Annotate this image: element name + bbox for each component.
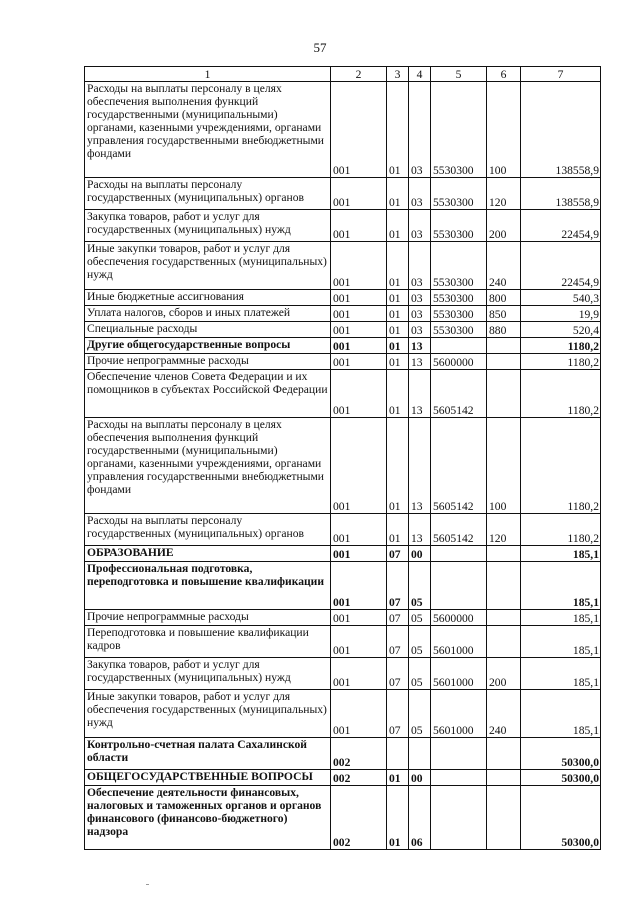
code-cell: 05 — [409, 610, 431, 626]
code-cell: 001 — [331, 354, 387, 370]
table-row — [85, 242, 601, 290]
code-cell: 5605142 — [431, 514, 487, 546]
item-name-cell: Иные закупки товаров, работ и услуг для обеспечения государственных (муниципальных) нужд — [85, 690, 331, 738]
table-row — [85, 786, 601, 850]
code-cell: 5600000 — [431, 354, 487, 370]
code-cell — [487, 770, 521, 786]
code-cell: 5530300 — [431, 178, 487, 210]
item-name-cell: Расходы на выплаты персоналу государственных (муниципальных) органов — [85, 178, 331, 210]
item-name-cell: ОБЩЕГОСУДАРСТВЕННЫЕ ВОПРОСЫ — [85, 770, 331, 786]
table-row — [85, 290, 601, 306]
code-cell: 05 — [409, 658, 431, 690]
code-cell: 880 — [487, 322, 521, 338]
amount-cell: 1180,2 — [521, 514, 601, 546]
code-cell: 5605142 — [431, 370, 487, 418]
item-name-cell: ОБРАЗОВАНИЕ — [85, 546, 331, 562]
code-cell: 01 — [387, 306, 409, 322]
table-row — [85, 610, 601, 626]
code-cell: 001 — [331, 290, 387, 306]
code-cell — [409, 738, 431, 770]
code-cell: 5530300 — [431, 322, 487, 338]
item-name-cell: Расходы на выплаты персоналу в целях обеспечения выполнения функций государственными (муниципальными) органами, казенными учреждениями, органами управления государственными внебюджетными фондами — [85, 82, 331, 178]
code-cell: 5601000 — [431, 690, 487, 738]
table-row — [85, 690, 601, 738]
code-cell: 001 — [331, 178, 387, 210]
code-cell — [431, 786, 487, 850]
code-cell: 5530300 — [431, 242, 487, 290]
item-name-cell: Закупка товаров, работ и услуг для государственных (муниципальных) нужд — [85, 210, 331, 242]
header-cell: 2 — [331, 67, 387, 82]
code-cell: 07 — [387, 562, 409, 610]
code-cell: 5601000 — [431, 626, 487, 658]
code-cell: 07 — [387, 546, 409, 562]
code-cell: 001 — [331, 610, 387, 626]
amount-cell: 1180,2 — [521, 370, 601, 418]
code-cell — [487, 626, 521, 658]
code-cell: 5600000 — [431, 610, 487, 626]
code-cell: 07 — [387, 658, 409, 690]
code-cell: 01 — [387, 178, 409, 210]
budget-table — [84, 66, 601, 850]
code-cell: 001 — [331, 322, 387, 338]
code-cell: 03 — [409, 210, 431, 242]
code-cell: 03 — [409, 306, 431, 322]
amount-cell: 185,1 — [521, 658, 601, 690]
code-cell: 05 — [409, 626, 431, 658]
code-cell: 850 — [487, 306, 521, 322]
table-row — [85, 354, 601, 370]
item-name-cell: Расходы на выплаты персоналу в целях обеспечения выполнения функций государственными (муниципальными) органами, казенными учреждениями, органами управления государственными внебюджетными фондами — [85, 418, 331, 514]
code-cell: 002 — [331, 786, 387, 850]
code-cell: 5530300 — [431, 290, 487, 306]
table-row — [85, 546, 601, 562]
table-row — [85, 418, 601, 514]
code-cell: 120 — [487, 514, 521, 546]
code-cell: 001 — [331, 338, 387, 354]
code-cell: 07 — [387, 626, 409, 658]
amount-cell: 1180,2 — [521, 338, 601, 354]
amount-cell: 50300,0 — [521, 786, 601, 850]
amount-cell: 138558,9 — [521, 82, 601, 178]
code-cell: 100 — [487, 82, 521, 178]
code-cell: 001 — [331, 418, 387, 514]
code-cell — [487, 610, 521, 626]
code-cell: 01 — [387, 82, 409, 178]
code-cell: 13 — [409, 338, 431, 354]
code-cell: 800 — [487, 290, 521, 306]
amount-cell: 1180,2 — [521, 354, 601, 370]
header-row — [85, 67, 601, 82]
code-cell: 002 — [331, 738, 387, 770]
code-cell — [431, 338, 487, 354]
item-name-cell: Другие общегосударственные вопросы — [85, 338, 331, 354]
item-name-cell: Обеспечение деятельности финансовых, налоговых и таможенных органов и органов финансового (финансово-бюджетного) надзора — [85, 786, 331, 850]
amount-cell: 185,1 — [521, 610, 601, 626]
code-cell — [487, 370, 521, 418]
code-cell — [431, 562, 487, 610]
amount-cell: 19,9 — [521, 306, 601, 322]
code-cell: 13 — [409, 514, 431, 546]
page-number: 57 — [313, 40, 327, 55]
code-cell: 01 — [387, 418, 409, 514]
item-name-cell: Прочие непрограммные расходы — [85, 354, 331, 370]
amount-cell: 22454,9 — [521, 242, 601, 290]
item-name-cell: Уплата налогов, сборов и иных платежей — [85, 306, 331, 322]
code-cell: 001 — [331, 546, 387, 562]
code-cell — [487, 562, 521, 610]
code-cell: 5530300 — [431, 306, 487, 322]
code-cell — [487, 738, 521, 770]
scan-mark — [146, 884, 149, 885]
item-name-cell: Закупка товаров, работ и услуг для государственных (муниципальных) нужд — [85, 658, 331, 690]
table-row — [85, 626, 601, 658]
table-row — [85, 770, 601, 786]
code-cell: 01 — [387, 338, 409, 354]
code-cell: 01 — [387, 514, 409, 546]
table-row — [85, 306, 601, 322]
code-cell: 001 — [331, 626, 387, 658]
item-name-cell: Переподготовка и повышение квалификации кадров — [85, 626, 331, 658]
table-row — [85, 82, 601, 178]
code-cell — [487, 546, 521, 562]
code-cell: 03 — [409, 178, 431, 210]
header-cell: 3 — [387, 67, 409, 82]
code-cell: 120 — [487, 178, 521, 210]
code-cell — [487, 786, 521, 850]
item-name-cell: Прочие непрограммные расходы — [85, 610, 331, 626]
code-cell: 13 — [409, 418, 431, 514]
code-cell — [431, 546, 487, 562]
amount-cell: 185,1 — [521, 546, 601, 562]
code-cell: 001 — [331, 562, 387, 610]
header-cell: 7 — [521, 67, 601, 82]
table-row — [85, 178, 601, 210]
code-cell: 01 — [387, 210, 409, 242]
code-cell: 200 — [487, 210, 521, 242]
code-cell: 001 — [331, 658, 387, 690]
code-cell: 03 — [409, 82, 431, 178]
code-cell: 100 — [487, 418, 521, 514]
code-cell: 07 — [387, 690, 409, 738]
header-cell: 1 — [85, 67, 331, 82]
code-cell: 01 — [387, 322, 409, 338]
amount-cell: 1180,2 — [521, 418, 601, 514]
header-cell: 5 — [431, 67, 487, 82]
code-cell: 13 — [409, 370, 431, 418]
table-row — [85, 322, 601, 338]
code-cell: 200 — [487, 658, 521, 690]
code-cell: 5530300 — [431, 210, 487, 242]
code-cell: 00 — [409, 770, 431, 786]
code-cell — [431, 770, 487, 786]
code-cell: 01 — [387, 786, 409, 850]
header-cell: 4 — [409, 67, 431, 82]
code-cell: 240 — [487, 690, 521, 738]
table-row — [85, 658, 601, 690]
code-cell: 5530300 — [431, 82, 487, 178]
amount-cell: 50300,0 — [521, 770, 601, 786]
code-cell: 01 — [387, 290, 409, 306]
amount-cell: 520,4 — [521, 322, 601, 338]
code-cell: 03 — [409, 290, 431, 306]
table-row — [85, 562, 601, 610]
code-cell: 00 — [409, 546, 431, 562]
table-body — [85, 82, 601, 850]
code-cell: 001 — [331, 370, 387, 418]
code-cell: 06 — [409, 786, 431, 850]
code-cell: 240 — [487, 242, 521, 290]
item-name-cell: Иные бюджетные ассигнования — [85, 290, 331, 306]
header-cell: 6 — [487, 67, 521, 82]
code-cell: 05 — [409, 562, 431, 610]
code-cell — [487, 338, 521, 354]
code-cell: 001 — [331, 242, 387, 290]
item-name-cell: Иные закупки товаров, работ и услуг для обеспечения государственных (муниципальных) нужд — [85, 242, 331, 290]
item-name-cell: Контрольно-счетная палата Сахалинской области — [85, 738, 331, 770]
code-cell: 03 — [409, 242, 431, 290]
amount-cell: 185,1 — [521, 562, 601, 610]
code-cell: 05 — [409, 690, 431, 738]
code-cell: 001 — [331, 690, 387, 738]
code-cell: 01 — [387, 370, 409, 418]
amount-cell: 185,1 — [521, 626, 601, 658]
item-name-cell: Специальные расходы — [85, 322, 331, 338]
code-cell: 13 — [409, 354, 431, 370]
amount-cell: 22454,9 — [521, 210, 601, 242]
code-cell: 002 — [331, 770, 387, 786]
code-cell: 01 — [387, 354, 409, 370]
item-name-cell: Расходы на выплаты персоналу государственных (муниципальных) органов — [85, 514, 331, 546]
table-row — [85, 370, 601, 418]
amount-cell: 138558,9 — [521, 178, 601, 210]
code-cell — [387, 738, 409, 770]
code-cell: 07 — [387, 610, 409, 626]
amount-cell: 185,1 — [521, 690, 601, 738]
code-cell: 001 — [331, 210, 387, 242]
table-row — [85, 738, 601, 770]
code-cell: 5601000 — [431, 658, 487, 690]
code-cell — [487, 354, 521, 370]
code-cell: 03 — [409, 322, 431, 338]
code-cell: 5605142 — [431, 418, 487, 514]
code-cell: 01 — [387, 242, 409, 290]
table-row — [85, 338, 601, 354]
table-row — [85, 514, 601, 546]
code-cell: 01 — [387, 770, 409, 786]
item-name-cell: Профессиональная подготовка, переподготовка и повышение квалификации — [85, 562, 331, 610]
amount-cell: 540,3 — [521, 290, 601, 306]
amount-cell: 50300,0 — [521, 738, 601, 770]
code-cell: 001 — [331, 306, 387, 322]
code-cell: 001 — [331, 514, 387, 546]
code-cell — [431, 738, 487, 770]
code-cell: 001 — [331, 82, 387, 178]
table-row — [85, 210, 601, 242]
item-name-cell: Обеспечение членов Совета Федерации и их помощников в субъектах Российской Федерации — [85, 370, 331, 418]
